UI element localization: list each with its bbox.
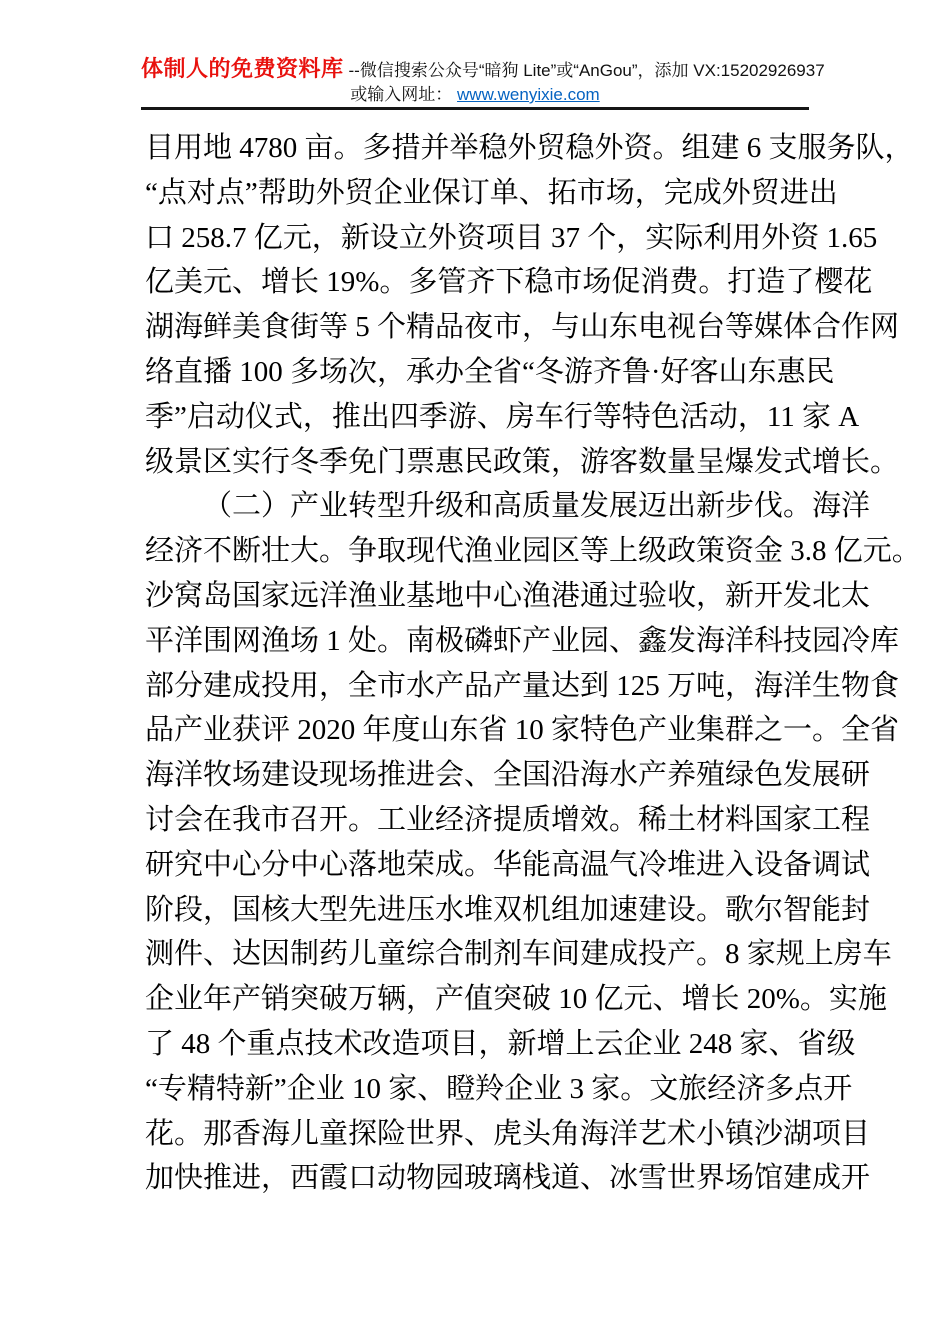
text-line: 口 258.7 亿元，新设立外资项目 37 个，实际利用外资 1.65	[145, 221, 878, 254]
promo-header-line1	[141, 56, 825, 85]
brand-title: 体制人的免费资料库	[141, 56, 344, 81]
text-line: 阶段，国核大型先进压水堆双机组加速建设。歌尔智能封	[145, 893, 871, 926]
promo-header-line2	[141, 86, 809, 104]
text-line: （二）产业转型升级和高质量发展迈出新步伐。海洋	[203, 490, 871, 523]
text-line: 亿美元、增长 19%。多管齐下稳市场促消费。打造了樱花	[145, 266, 873, 299]
text-line: 部分建成投用，全市水产品产量达到 125 万吨，海洋生物食	[145, 669, 900, 702]
website-link[interactable]: www.wenyixie.com	[457, 85, 600, 104]
text-line: 沙窝岛国家远洋渔业基地中心渔港通过验收，新开发北太	[145, 579, 871, 612]
text-line: 海洋牧场建设现场推进会、全国沿海水产养殖绿色发展研	[145, 759, 871, 792]
text-line: 络直播 100 多场次，承办全省“冬游齐鲁·好客山东惠民	[145, 355, 835, 388]
text-line: “专精特新”企业 10 家、瞪羚企业 3 家。文旅经济多点开	[145, 1072, 853, 1105]
promo-header	[141, 56, 825, 110]
text-line: 了 48 个重点技术改造项目，新增上云企业 248 家、省级	[145, 1027, 856, 1060]
text-line: 加快推进，西霞口动物园玻璃栈道、冰雪世界场馆建成开	[145, 1162, 871, 1195]
text-line: 讨会在我市召开。工业经济提质增效。稀土材料国家工程	[145, 803, 871, 836]
text-line: 品产业获评 2020 年度山东省 10 家特色产业集群之一。全省	[145, 714, 900, 747]
text-line: 季”启动仪式，推出四季游、房车行等特色活动，11 家 A	[145, 400, 860, 433]
text-line: “点对点”帮助外贸企业保订单、拓市场，完成外贸进出	[145, 176, 838, 209]
document-body	[145, 126, 921, 1201]
text-line: 经济不断壮大。争取现代渔业园区等上级政策资金 3.8 亿元。	[145, 535, 921, 568]
text-line: 湖海鲜美食街等 5 个精品夜市，与山东电视台等媒体合作网	[145, 311, 900, 344]
text-line: 企业年产销突破万辆，产值突破 10 亿元、增长 20%。实施	[145, 983, 887, 1016]
text-line: 研究中心分中心落地荣成。华能高温气冷堆进入设备调试	[145, 848, 871, 881]
text-line: 级景区实行冬季免门票惠民政策，游客数量呈爆发式增长。	[145, 445, 900, 478]
text-line: 目用地 4780 亩。多措并举稳外贸稳外资。组建 6 支服务队，	[145, 132, 914, 164]
text-line: 花。那香海儿童探险世界、虎头角海洋艺术小镇沙湖项目	[145, 1117, 871, 1150]
text-line: 平洋围网渔场 1 处。南极磷虾产业园、鑫发海洋科技园冷库	[145, 624, 900, 657]
promo-text: --微信搜索公众号“暗狗 Lite”或“AnGou”，添加 VX:15202926937	[348, 61, 825, 80]
url-label: 或输入网址：	[350, 85, 453, 104]
text-line: 测件、达因制药儿童综合制剂车间建成投产。8 家规上房车	[145, 938, 892, 971]
